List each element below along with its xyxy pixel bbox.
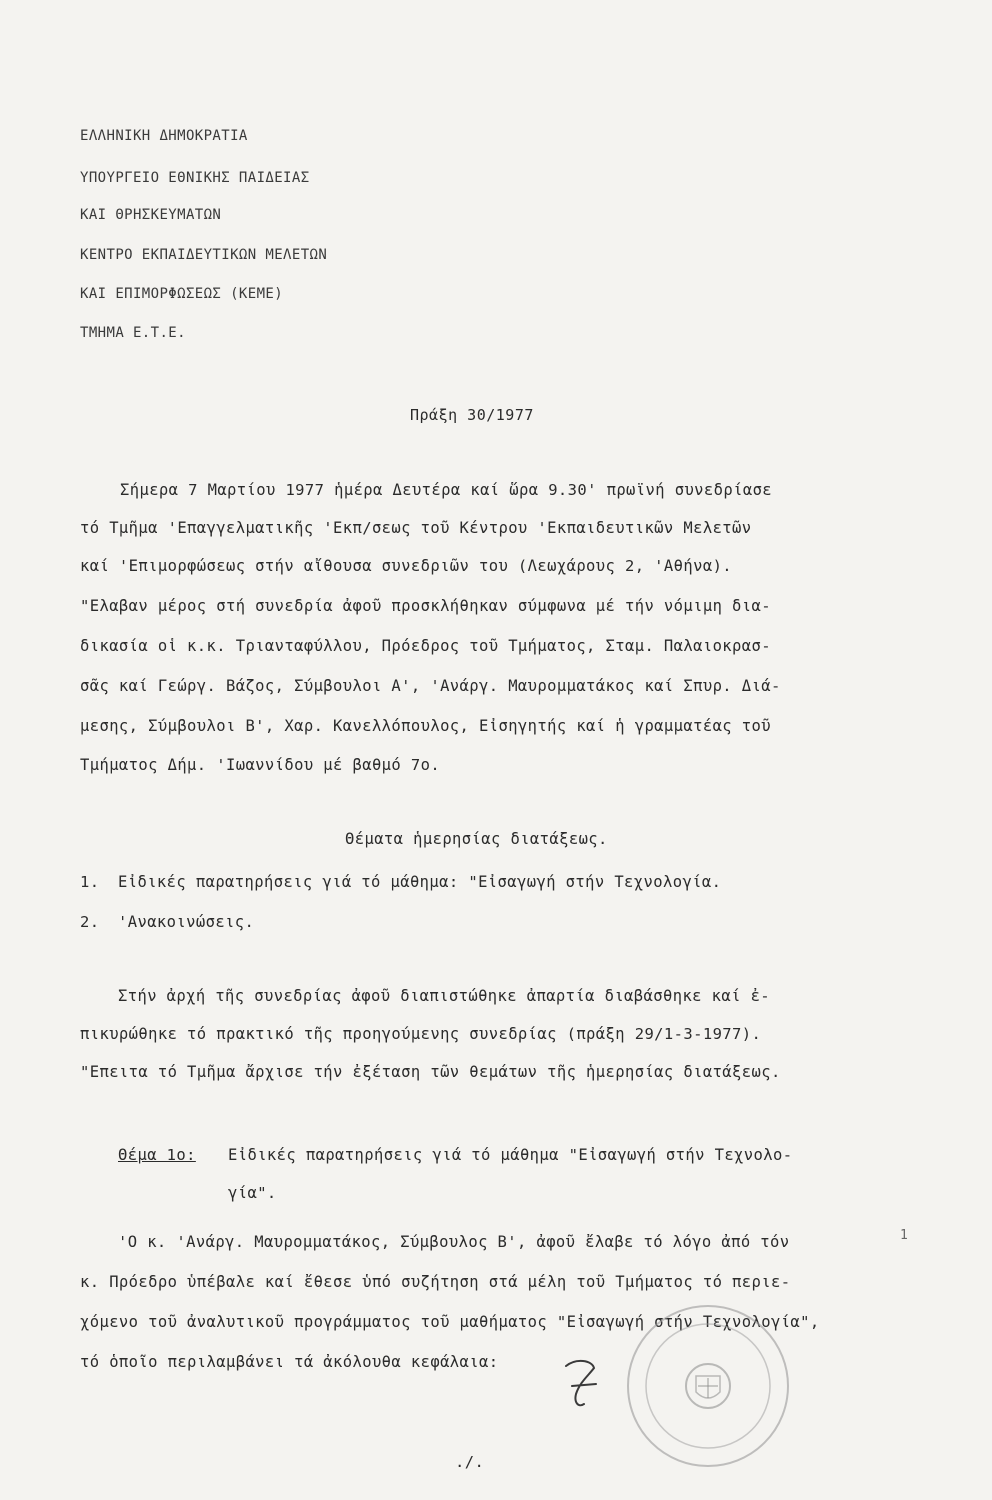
start-line-3: "Επειτα τό Τμῆμα ἄρχισε τήν ἐξέταση τῶν θεμάτων τῆς ἡμερησίας διατάξεως. xyxy=(80,1063,781,1081)
handwritten-signature xyxy=(558,1352,608,1412)
agenda-heading: Θέματα ἡμερησίας διατάξεως. xyxy=(345,830,608,848)
topic1-body-line-3: χόμενο τοῦ ἀναλυτικοῦ προγράμματος τοῦ μαθήματος "Εἰσαγωγή στήν Τεχνολογία", xyxy=(80,1313,820,1331)
header-line-5: ΚΑΙ ΕΠΙΜΟΡΦΩΣΕΩΣ (ΚΕΜΕ) xyxy=(80,286,284,302)
intro-line-6: σᾶς καί Γεώργ. Βάζος, Σύμβουλοι Α', 'Ανάργ. Μαυρομματάκος καί Σπυρ. Διά- xyxy=(80,677,781,695)
topic1-title-line-2: γία". xyxy=(228,1184,277,1202)
page-continuation-marker: ./. xyxy=(455,1453,485,1471)
intro-line-5: δικασία οἱ κ.κ. Τριανταφύλλου, Πρόεδρος τοῦ Τμήματος, Σταμ. Παλαιοκρασ- xyxy=(80,637,771,655)
intro-line-1: Σήμερα 7 Μαρτίου 1977 ἡμέρα Δευτέρα καί ὥρα 9.30' πρωϊνή συνεδρίασε xyxy=(120,481,773,499)
topic1-body-line-4: τό ὁποῖο περιλαμβάνει τά ἀκόλουθα κεφάλαια: xyxy=(80,1353,499,1371)
header-line-2: ΥΠΟΥΡΓΕΙΟ ΕΘΝΙΚΗΣ ΠΑΙΔΕΙΑΣ xyxy=(80,170,310,186)
agenda-item-2-number: 2. xyxy=(80,913,100,931)
intro-line-4: "Ελαβαν μέρος στή συνεδρία ἀφοῦ προσκλήθηκαν σύμφωνα μέ τήν νόμιμη δια- xyxy=(80,597,771,615)
header-line-3: ΚΑΙ ΘΡΗΣΚΕΥΜΑΤΩΝ xyxy=(80,207,222,223)
margin-mark: 1 xyxy=(900,1228,908,1243)
agenda-item-1-number: 1. xyxy=(80,873,100,891)
intro-line-8: Τμήματος Δήμ. 'Ιωαννίδου μέ βαθμό 7ο. xyxy=(80,756,441,774)
official-seal-stamp xyxy=(622,1300,794,1472)
header-line-1: ΕΛΛΗΝΙΚΗ ΔΗΜΟΚΡΑΤΙΑ xyxy=(80,128,248,144)
topic1-label: Θέμα 1ο: xyxy=(118,1146,196,1164)
agenda-item-1-text: Εἰδικές παρατηρήσεις γιά τό μάθημα: "Εἰσαγωγή στήν Τεχνολογία. xyxy=(118,873,722,891)
topic1-title-line-1: Εἰδικές παρατηρήσεις γιά τό μάθημα "Εἰσαγωγή στήν Τεχνολο- xyxy=(228,1146,793,1164)
topic1-body-line-2: κ. Πρόεδρο ὑπέβαλε καί ἔθεσε ὑπό συζήτηση στά μέλη τοῦ Τμήματος τό περιε- xyxy=(80,1273,791,1291)
header-line-4: ΚΕΝΤΡΟ ΕΚΠΑΙΔΕΥΤΙΚΩΝ ΜΕΛΕΤΩΝ xyxy=(80,247,328,263)
start-line-2: πικυρώθηκε τό πρακτικό τῆς προηγούμενης συνεδρίας (πράξη 29/1-3-1977). xyxy=(80,1025,762,1043)
intro-line-7: μεσης, Σύμβουλοι Β', Χαρ. Κανελλόπουλος, Εἰσηγητής καί ἡ γραμματέας τοῦ xyxy=(80,717,771,735)
topic1-body-line-1: 'Ο κ. 'Ανάργ. Μαυρομματάκος, Σύμβουλος Β', ἀφοῦ ἔλαβε τό λόγο ἀπό τόν xyxy=(118,1233,790,1251)
start-line-1: Στήν ἀρχή τῆς συνεδρίας ἀφοῦ διαπιστώθηκε ἀπαρτία διαβάσθηκε καί ἐ- xyxy=(118,987,771,1005)
agenda-item-2-text: 'Ανακοινώσεις. xyxy=(118,913,255,931)
intro-line-2: τό Τμῆμα 'Επαγγελματικῆς 'Εκπ/σεως τοῦ Κέντρου 'Εκπαιδευτικῶν Μελετῶν xyxy=(80,519,752,537)
document-title: Πράξη 30/1977 xyxy=(410,406,534,424)
intro-line-3: καί 'Επιμορφώσεως στήν αἴθουσα συνεδριῶν του (Λεωχάρους 2, 'Αθήνα). xyxy=(80,557,733,575)
header-line-6: ΤΜΗΜΑ Ε.Τ.Ε. xyxy=(80,325,186,341)
